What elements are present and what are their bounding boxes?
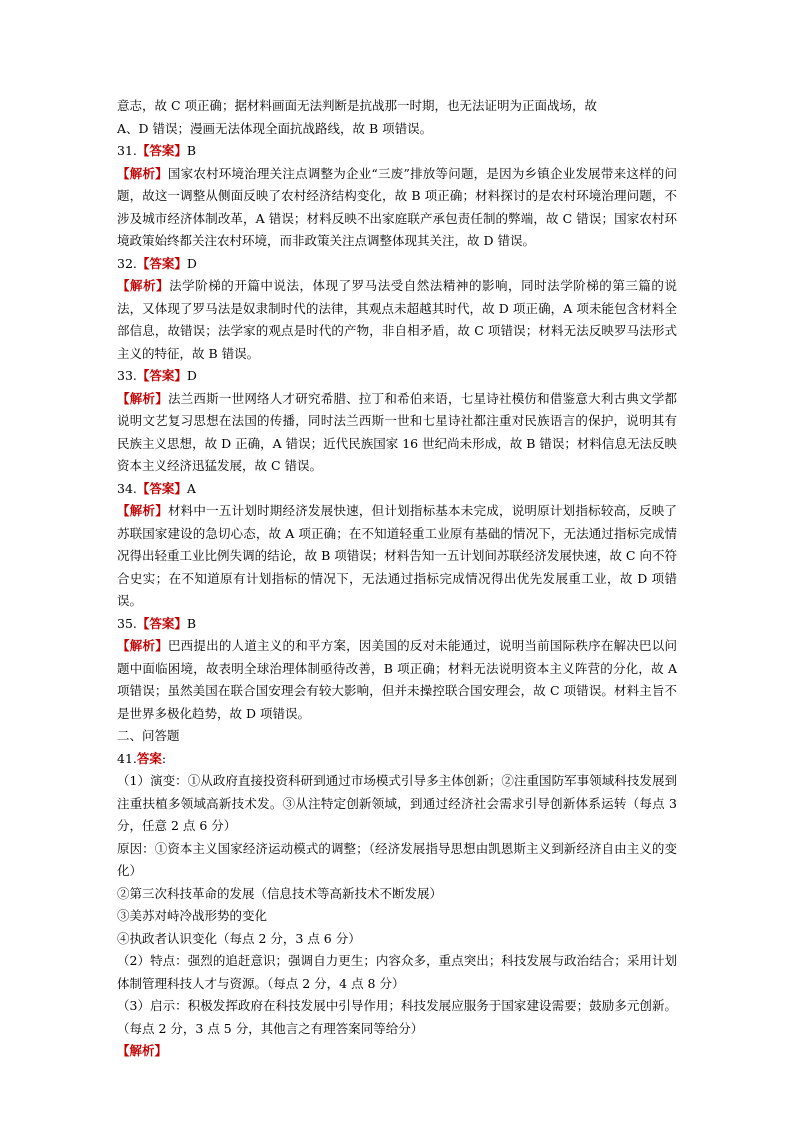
q41-part3-insights: （3）启示：积极发挥政府在科技发展中引导作用；科技发展应服务于国家建设需要；鼓励多元创新。（每点 2 分，3 点 5 分，其他言之有理答案同等给分） (117, 998, 677, 1036)
answer-tag: 【答案】 (136, 143, 187, 158)
q41-header (117, 748, 677, 771)
analysis-tag: 【解析】 (117, 278, 170, 293)
analysis-tag: 【解析】 (117, 390, 168, 406)
section-heading: 二、问答题 (117, 728, 180, 743)
q41-reason-3: ③美苏对峙冷战形势的变化 (117, 908, 268, 923)
q31-number: 31. (117, 143, 137, 158)
q41-part1-evolution: （1）演变：①从政府直接投资科研到通过市场模式引导多主体创新；②注重国防军事领域科技发展到注重扶植多领域高新技术发。③从注特定创新领域，到通过经济社会需求引导创新体系运转（每点 3 分，任意 2 点 6 分） (117, 773, 677, 833)
answer-tag: 【答案】 (136, 255, 187, 271)
carryover-line-1: 意志，故 C 项正确；据材料画面无法判断是抗战那一时期，也无法证明为正面战场，故 (117, 98, 598, 113)
q34-number: 34. (117, 480, 137, 496)
analysis-tag: 【解析】 (117, 165, 168, 181)
q31-analysis (117, 163, 677, 253)
q41-part2-features: （2）特点：强烈的追赶意识；强调自力更生；内容众多，重点突出；科技发展与政治结合；采用计划体制管理科技人才与资源。（每点 2 分，4 点 8 分） (117, 953, 677, 991)
q41-reason-2: ②第三次科技革命的发展（信息技术等高新技术不断发展） (117, 885, 443, 901)
carryover-line-2: A、D 错误；漫画无法体现全面抗战路线，故 B 项错误。 (117, 120, 433, 136)
q33-analysis (117, 388, 677, 478)
q34-analysis-text: 材料中一五计划时期经济发展快速，但计划指标基本未完成，说明原计划指标较高，反映了苏联国家建设的急切心态，故 A 项正确；在不知道轻重工业原有基础的情况下，无法通过指标完成情况得出轻重工业比例失调的结论，故 B 项错误；材料告知一五计划间苏联经济发展快速，故 C 向不符合史实；在不知道原有计划指标的情况下，无法通过指标完成情况得出优先发展重工业，故 D 项错误。 (117, 503, 677, 608)
q32-number: 32. (117, 255, 137, 271)
q41-part1-reason: 原因：①资本主义国家经济运动模式的调整；（经济发展指导思想由凯恩斯主义到新经济自由主义的变化） (117, 840, 677, 878)
q35-number: 35. (117, 615, 137, 631)
analysis-tag: 【解析】 (117, 503, 168, 518)
q41-analysis (117, 1040, 677, 1063)
answer-tag: 【答案】 (136, 615, 187, 631)
answer-tag: 【答案】 (136, 480, 187, 496)
q34-analysis (117, 500, 677, 613)
q41-number: 41. (117, 750, 137, 766)
q35-analysis-text: 巴西提出的人道主义的和平方案，因美国的反对未能通过，说明当前国际秩序在解决巴以问题中面临困境，故表明全球治理体制亟待改善，B 项正确；材料无法说明资本主义阵营的分化，故 A 项错误；虽然美国在联合国安理会有较大影响，但并未操控联合国安理会，故 C 项错误。材料主旨不是世界多极化趋势，故 D 项错误。 (117, 638, 677, 721)
q32-analysis (117, 275, 677, 365)
analysis-tag: 【解析】 (117, 638, 168, 653)
q32-answer-value: D (186, 255, 197, 271)
q32-analysis-text: 法学阶梯的开篇中说法，体现了罗马法受自然法精神的影响，同时法学阶梯的第三篇的说法，又体现了罗马法是奴隶制时代的法律，其观点未超越其时代，故 D 项正确，A 项未能包含材料全部信息，故错误；法学家的观点是时代的产物，非自相矛盾，故 C 项错误；材料无法反映罗马法形式主义的特征，故 B 错误。 (117, 278, 677, 361)
answer-tag: 【答案】 (136, 368, 187, 383)
q31-analysis-text: 国家农村环境治理关注点调整为企业“三废”排放等问题，是因为乡镇企业发展带来这样的问题，故这一调整从侧面反映了农村经济结构变化，故 B 项正确；材料探讨的是农村环境治理问题，不涉及城市经济体制改革，A 错误；材料反映不出家庭联产承包责任制的弊端，故 C 错误；国家农村环境政策始终都关注农村环境，而非政策关注点调整体现其关注，故 D 错误。 (117, 165, 677, 248)
q33-answer-value: D (186, 368, 197, 383)
q33-analysis-text: 法兰西斯一世网络人才研究希腊、拉丁和希伯来语，七星诗社模仿和借鉴意大利古典文学都说明文艺复习思想在法国的传播，同时法兰西斯一世和七星诗社都注重对民族语言的保护，说明其有民族主义思想，故 D 正确，A 错误；近代民族国家 16 世纪尚未形成，故 B 错误；材料信息无法反映资本主义经济迅猛发展，故 C 错误。 (117, 390, 677, 473)
q31-answer (117, 140, 677, 163)
q34-answer-value: A (186, 480, 196, 496)
q34-answer (117, 478, 677, 501)
q41-answer-label: 答案 (136, 750, 162, 766)
q32-answer (117, 253, 677, 276)
q33-answer (117, 365, 677, 388)
q33-number: 33. (117, 368, 137, 383)
q31-answer-value: B (186, 143, 197, 158)
q41-reason-4: ④执政者认识变化（每点 2 分，3 点 6 分） (117, 930, 361, 946)
q35-answer (117, 613, 677, 636)
q41-colon: : (161, 750, 167, 766)
q35-analysis (117, 635, 677, 725)
answer-sheet-page (117, 95, 677, 1063)
analysis-tag: 【解析】 (117, 1043, 168, 1058)
q35-answer-value: B (186, 615, 197, 631)
